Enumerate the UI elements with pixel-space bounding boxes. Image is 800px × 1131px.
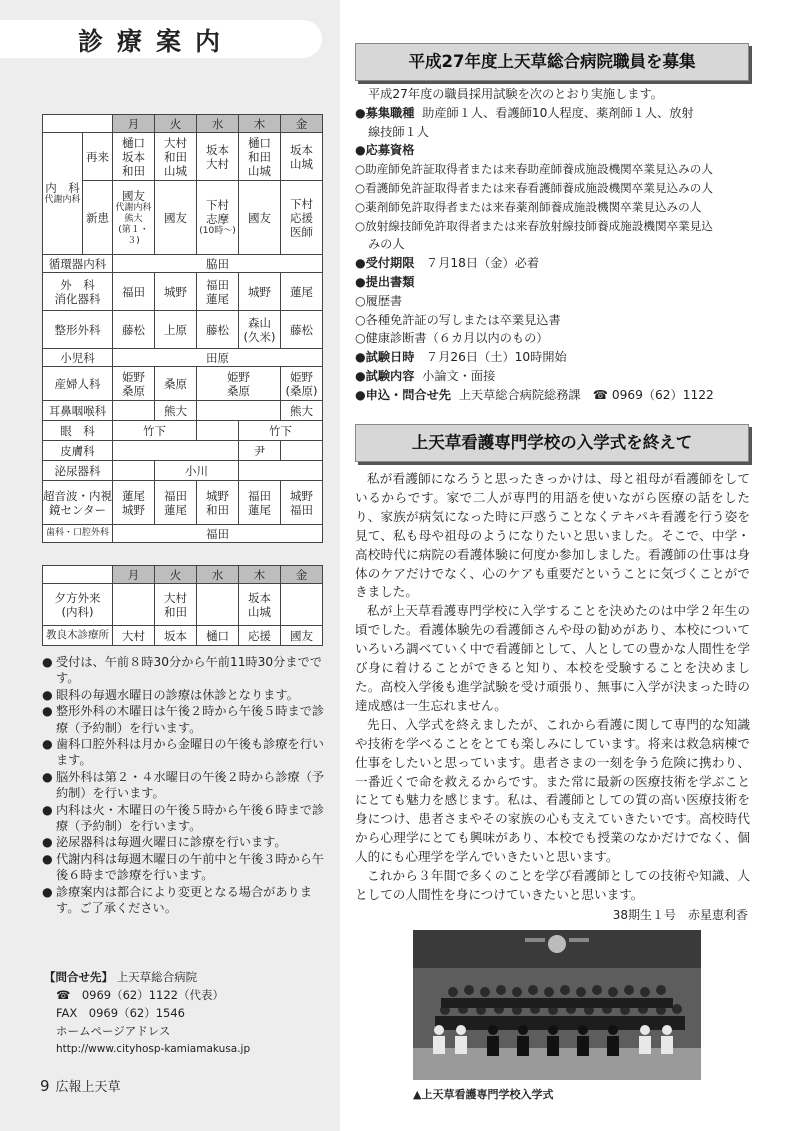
essay-paragraph: これから３年間で多くのことを学び看護師としての技術や知識、人としての人間性を身につけていきたいと思います。	[355, 868, 750, 902]
cell: 姫野 桑原	[113, 367, 155, 401]
contact-tel: ☎ 0969（62）1122（代表）	[56, 988, 224, 1002]
newpt-label: 新患	[83, 181, 113, 255]
day-header-thu: 木	[239, 566, 281, 584]
recruit-title: 平成27年度上天草総合病院職員を募集	[355, 43, 749, 81]
note-text: 代謝内科は毎週木曜日の午前中と午後３時から午後６時まで診療を行います。	[56, 851, 325, 883]
cell: 蓮尾	[281, 273, 323, 311]
deadline-text: ７月18日（金）必着	[426, 256, 540, 271]
table-corner	[43, 115, 113, 133]
cell: 下村 応援 医師	[281, 181, 323, 255]
cell: 國友	[155, 181, 197, 255]
note-item	[42, 802, 332, 835]
essay-paragraph: 先日、入学式を終えましたが、これから看護に関して専門的な知識や技術を学べることをとても楽しみにしています。将来は救急病棟で仕事をしたいと思っています。患者さまの一刻を争う危険に携わり、一番近くで命を救えるからです。また常に最新の医療技術を学ぶことにとても魅力を感じます。私は、看護師としての質の高い医療技術を身につけ、患者さまやその家族の心も支えていきたいです。高校時代から心理学にとても興味があり、本校でも授業のなかだけでなく、個人的にも心理学を学んでいきたいと思います。	[355, 716, 751, 865]
cell: 藤松	[113, 311, 155, 349]
dept-ortho: 整形外科	[43, 311, 113, 349]
note-text: 受付は、午前８時30分から午前11時30分までです。	[56, 655, 322, 686]
note-item	[42, 834, 332, 850]
dept-internal-label: 内 科	[45, 181, 80, 195]
ceremony-title: 上天草看護専門学校の入学式を終えて	[355, 424, 749, 462]
exam-date-text: ７月26日（土）10時開始	[426, 350, 567, 365]
bullet-icon: ●	[42, 655, 53, 669]
cell: 桑原	[155, 367, 197, 401]
dept-dental: 歯科・口腔外科	[43, 525, 113, 543]
note-item	[42, 884, 332, 917]
bullet-icon: ●	[42, 769, 53, 784]
cell: 國友	[281, 626, 323, 646]
dept-eye: 眼 科	[43, 421, 113, 441]
cell: 熊大	[281, 401, 323, 421]
dept-uro: 泌尿器科	[43, 461, 113, 481]
dept-internal-sublabel: 代謝内科	[44, 195, 81, 205]
cell: 城野 和田	[197, 481, 239, 525]
table-corner	[43, 566, 113, 584]
cell	[113, 584, 155, 626]
cell: 坂本 山城	[281, 133, 323, 181]
bullet-icon: ●	[42, 687, 53, 702]
essay-paragraph: 私が上天草看護専門学校に入学することを決めたのは中学２年生の頃でした。看護体験先の看護師さんや母の勧めがあり、本校についていろいろ調べていく中で看護師として、人としての豊かな人間性を学び身に着けることができると知り、本校を受験することを決めました。高校入学後も進学試験を受け頑張り、無事に入学が決まった時の達成感は一生忘れません。	[355, 603, 750, 713]
contact-fax: FAX 0969（62）1546	[56, 1006, 185, 1020]
dept-internal	[43, 133, 83, 255]
cell	[197, 584, 239, 626]
cell	[197, 181, 239, 255]
note-item	[42, 687, 332, 703]
qual-label: ●応募資格	[355, 143, 415, 158]
dept-echo: 超音波・内視 鏡センター	[43, 481, 113, 525]
jobs-text-cont: 線技師１人	[368, 124, 429, 139]
day-header-thu: 木	[239, 115, 281, 133]
cell: 坂本	[155, 626, 197, 646]
cell: 坂本 大村	[197, 133, 239, 181]
cell: 樋口 和田 山城	[239, 133, 281, 181]
note-text: 脳外科は第２・４水曜日の午後２時から診療（予約制）を行います。	[56, 769, 325, 801]
publication-name: 広報上天草	[55, 1080, 121, 1095]
bullet-icon: ●	[42, 704, 53, 719]
cell: 城野 福田	[281, 481, 323, 525]
recruit-intro: 平成27年度の職員採用試験を次のとおり実施します。	[368, 87, 663, 101]
contact-block	[44, 968, 334, 1058]
cell	[113, 401, 155, 421]
cell: 福田 蓮尾	[155, 481, 197, 525]
cell: 上原	[155, 311, 197, 349]
cell: 姫野 桑原	[197, 367, 281, 401]
cell	[113, 441, 239, 461]
day-header-fri: 金	[281, 566, 323, 584]
note-text: 泌尿器科は毎週火曜日に診療を行います。	[56, 835, 287, 850]
cell: 城野	[239, 273, 281, 311]
dept-evening: 夕方外来 (内科)	[43, 584, 113, 626]
essay-author: 38期生１号 赤星恵利香	[612, 908, 748, 922]
dept-circ: 循環器内科	[43, 255, 113, 273]
cell-text: 國友	[122, 188, 145, 203]
dept-derm: 皮膚科	[43, 441, 113, 461]
cell: 尹	[239, 441, 281, 461]
cell	[239, 461, 323, 481]
doc-item: ○履歴書	[355, 293, 403, 308]
page-footer	[40, 1076, 121, 1095]
qual-item: ○看護師免許証取得者または来春看護師養成施設機関卒業見込みの人	[355, 180, 713, 195]
cell-text: 下村 志摩	[206, 198, 229, 226]
day-header-tue: 火	[155, 566, 197, 584]
cell: 熊大	[155, 401, 197, 421]
dept-surgery: 外 科 消化器科	[43, 273, 113, 311]
cell: 応援	[239, 626, 281, 646]
contact-url[interactable]: http://www.cityhosp-kamiamakusa.jp	[56, 1043, 251, 1055]
note-text: 診療案内は都合により変更となる場合があります。ご了承ください。	[56, 884, 312, 916]
bullet-icon: ●	[42, 737, 53, 752]
cell: 福田 蓮尾	[197, 273, 239, 311]
bullet-icon: ●	[42, 802, 53, 817]
clinic-guide-title: 診療案内	[78, 27, 235, 56]
qual-item: ○薬剤師免許取得者または来春薬剤師養成施設機関卒業見込みの人	[355, 199, 702, 214]
exam-content-label: ●試験内容	[355, 368, 415, 383]
cell: 蓮尾 城野	[113, 481, 155, 525]
cell: 藤松	[197, 311, 239, 349]
dept-kyora: 教良木診療所	[43, 626, 113, 646]
day-header-fri: 金	[281, 115, 323, 133]
cell: 樋口	[197, 626, 239, 646]
cell	[113, 181, 155, 255]
ceremony-photo	[413, 930, 701, 1080]
exam-date-label: ●試験日時	[355, 350, 415, 365]
note-text: 整形外科の木曜日は午後２時から午後５時まで診療（予約制）を行います。	[56, 704, 325, 735]
dept-peds: 小児科	[43, 349, 113, 367]
qual-item: ○放射線技師免許取得者または来春放射線技師養成施設機関卒業見込	[355, 218, 713, 233]
cell: 竹下	[239, 421, 323, 441]
contact-org: 上天草総合病院	[116, 970, 198, 984]
clinic-guide-title-box	[0, 20, 322, 58]
day-header-tue: 火	[155, 115, 197, 133]
page-number: 9	[40, 1077, 50, 1095]
docs-label: ●提出書類	[355, 274, 415, 289]
note-item	[42, 769, 332, 802]
note-text: 内科は火・木曜日の午後５時から午後６時まで診療（予約制）を行います。	[56, 802, 325, 834]
cell: 樋口 坂本 和田	[113, 133, 155, 181]
cell: 大村 和田 山城	[155, 133, 197, 181]
cell: 城野	[155, 273, 197, 311]
cell: 國友	[239, 181, 281, 255]
bullet-icon: ●	[42, 851, 53, 866]
note-item	[42, 736, 332, 769]
essay-paragraph: 私が看護師になろうと思ったきっかけは、母と祖母が看護師をしているからです。家で二人が専門的用語を使いながら医療の話をしたり、家族が病気になった時に戸惑うことなくテキパキ看護を行う姿を見て、私も母や祖母のようになりたいと思いました。そこで、中学・高校時代に病院の看護体験に何度か参加しました。看護師の仕事は身体のケアだけでなく、心のケアも重要だということに気づくことができました。	[355, 471, 750, 600]
cell: 大村 和田	[155, 584, 197, 626]
cell	[113, 461, 155, 481]
cell: 大村	[113, 626, 155, 646]
doc-item: ○健康診断書（６カ月以内のもの）	[355, 331, 549, 346]
cell: 脇田	[113, 255, 323, 273]
exam-content-text: 小論文・面接	[422, 368, 496, 383]
cell: 坂本 山城	[239, 584, 281, 626]
note-text: 歯科口腔外科は月から金曜日の午後も診療を行います。	[56, 737, 325, 768]
note-item	[42, 851, 332, 884]
revisit-label: 再来	[83, 133, 113, 181]
cell: 福田	[113, 525, 323, 543]
cell	[197, 421, 239, 441]
cell-subtext: 代謝内科 熊大 (第１・３)	[115, 202, 152, 246]
cell: 森山 (久米)	[239, 311, 281, 349]
doc-item: ○各種免許証の写しまたは卒業見込書	[355, 312, 561, 327]
jobs-label: ●募集職種	[355, 105, 415, 120]
photo-caption: ▲上天草看護専門学校入学式	[413, 1088, 554, 1101]
evening-table	[42, 565, 323, 646]
cell: 藤松	[281, 311, 323, 349]
clinic-notes	[42, 654, 332, 917]
note-item	[42, 654, 332, 687]
bullet-icon: ●	[42, 835, 53, 850]
day-header-mon: 月	[113, 115, 155, 133]
dept-obgyn: 産婦人科	[43, 367, 113, 401]
apply-text: 上天草総合病院総務課 ☎ 0969（62）1122	[458, 387, 714, 402]
contact-hp-label: ホームページアドレス	[56, 1024, 171, 1038]
cell: 姫野 (桑原)	[281, 367, 323, 401]
recruit-body	[355, 85, 750, 405]
cell	[197, 401, 281, 421]
bullet-icon: ●	[42, 884, 53, 899]
qual-item-cont: みの人	[368, 237, 405, 252]
cell	[281, 584, 323, 626]
note-text: 眼科の毎週水曜日の診療は休診となります。	[56, 687, 299, 702]
cell: 福田 蓮尾	[239, 481, 281, 525]
cell: 小川	[155, 461, 239, 481]
cell	[281, 441, 323, 461]
clinic-guide-column	[0, 0, 340, 1131]
day-header-wed: 水	[197, 566, 239, 584]
deadline-label: ●受付期限	[355, 256, 415, 271]
cell: 福田	[113, 273, 155, 311]
dept-ent: 耳鼻咽喉科	[43, 401, 113, 421]
cell: 田原	[113, 349, 323, 367]
cell: 竹下	[113, 421, 197, 441]
schedule-table	[42, 114, 323, 543]
apply-label: ●申込・問合せ先	[355, 387, 451, 402]
note-item	[42, 703, 332, 736]
day-header-wed: 水	[197, 115, 239, 133]
cell-subtext: (10時～)	[199, 226, 236, 236]
qual-item: ○助産師免許証取得者または来春助産師養成施設機関卒業見込みの人	[355, 162, 713, 177]
jobs-text: 助産師１人、看護師10人程度、薬剤師１人、放射	[422, 105, 694, 120]
contact-label: 【問合せ先】	[44, 970, 113, 984]
group-photo-image	[413, 930, 701, 1080]
day-header-mon: 月	[113, 566, 155, 584]
ceremony-essay	[355, 470, 750, 905]
